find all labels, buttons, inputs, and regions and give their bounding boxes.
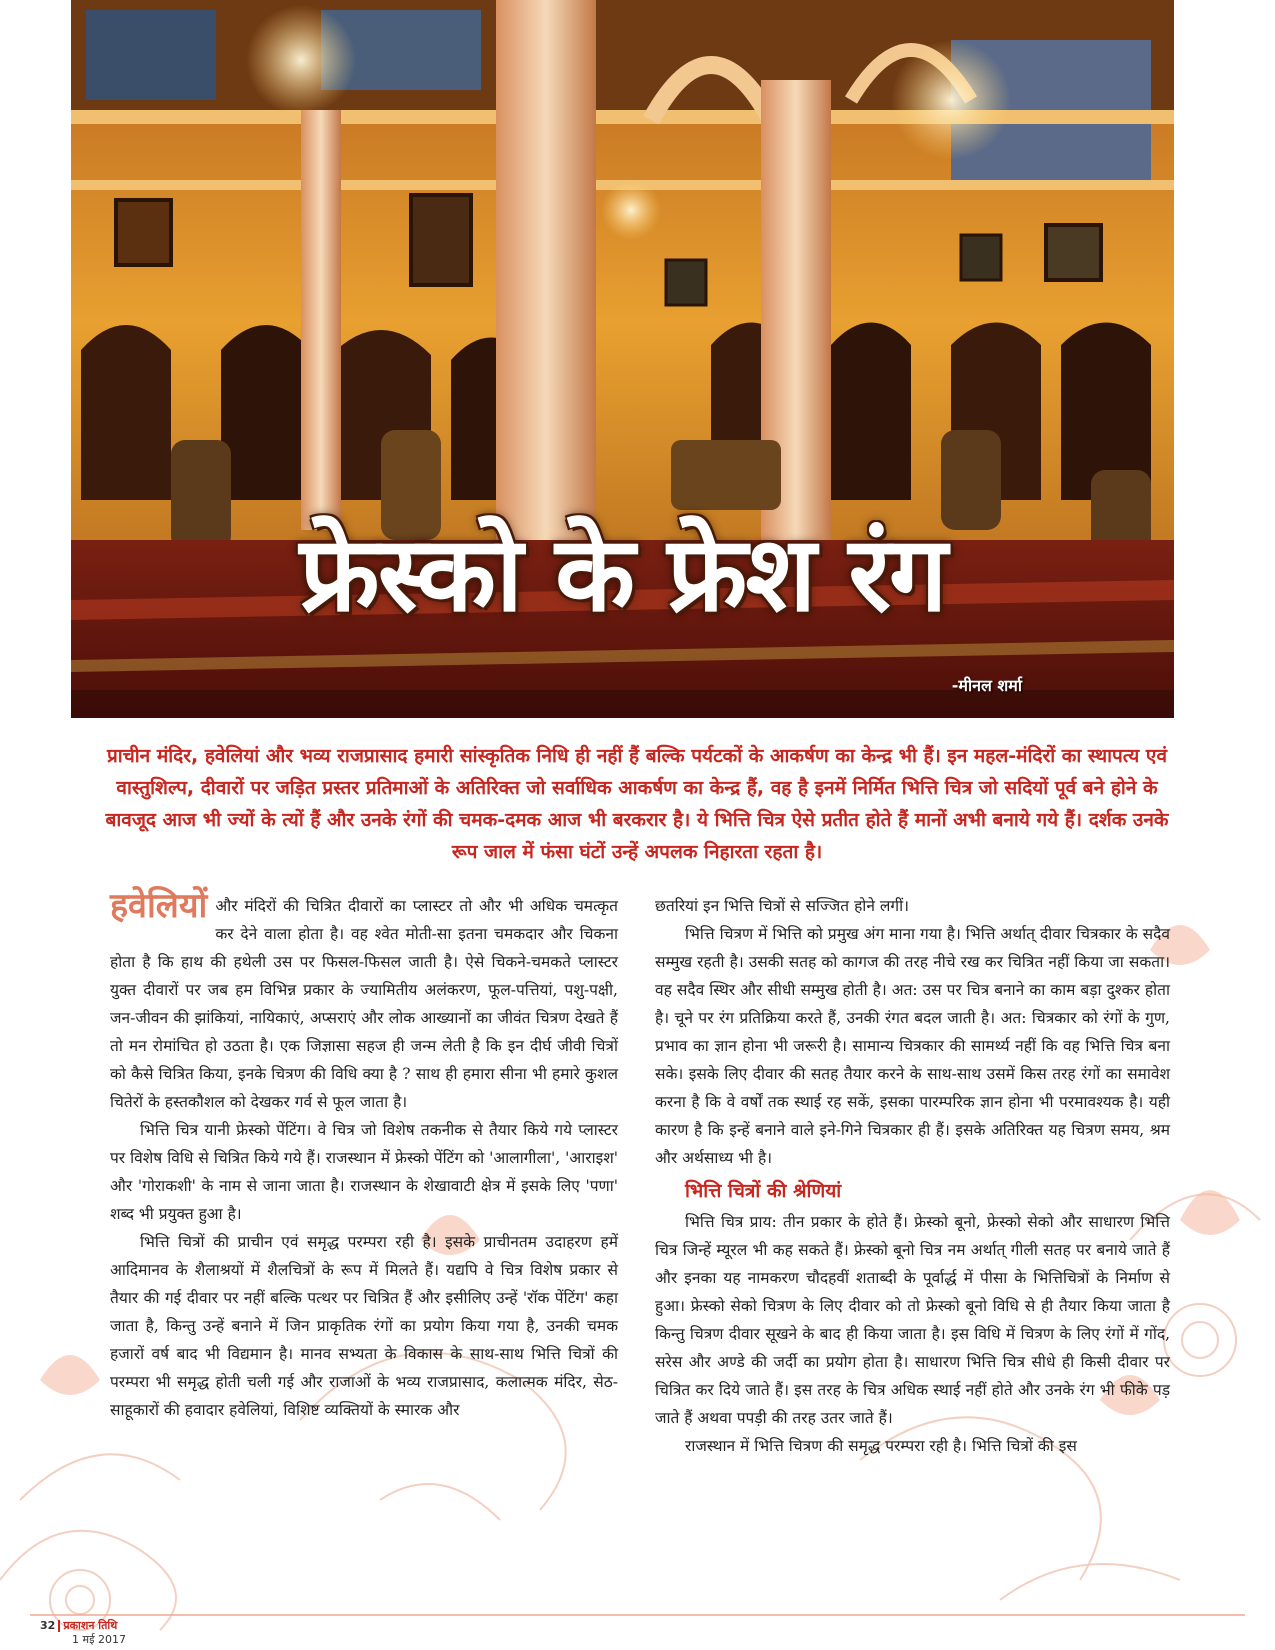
body-paragraph: छतरियां इन भित्ति चित्रों से सज्जित होने लगीं। [655,897,909,915]
author-byline: -मीनल शर्मा [951,676,1022,695]
dropcap-word: हवेलियों [110,886,208,926]
body-paragraph: भित्ति चित्रण में भित्ति को प्रमुख अंग माना गया है। भित्ति अर्थात् दीवार चित्रकार के सदैव सम्मुख रहती है। उसकी सतह को कागज की तरह नीचे रख कर चित्रित नहीं किया जा सकता। वह सदैव स्थिर और सीधी सम्मुख होती है। अत: उस पर चित्र बनाने का काम बड़ा दुश्कर होता है। चूने पर रंग प्रतिक्रिया करते हैं, उनकी रंगत बदल जाती है। अत: चित्रकार को रंगों के गुण, प्रभाव का ज्ञान होना भी जरूरी है। सामान्य चित्रकार की सामर्थ्य नहीं कि वह भित्ति चित्र बना सके। इसके लिए दीवार की सतह तैयार करने के साथ-साथ उसमें किस तरह रंगों का समावेश करना है कि वे वर्षों तक स्थाई रह सकें, इसका पारम्परिक ज्ञान होना भी परमावश्यक है। यही कारण है कि इन्हें बनाने वाले इने-गिने चित्रकार ही हैं। इसके अतिरिक्त यह चित्रण समय, श्रम और अर्थसाध्य भी है। [655,925,1170,1167]
body-paragraph: राजस्थान में भित्ति चित्रण की समृद्ध परम्परा रही है। भित्ति चित्रों की इस [685,1437,1077,1455]
body-paragraph [110,886,618,1116]
page-footer [40,1619,126,1647]
body-paragraph: भित्ति चित्रों की प्राचीन एवं समृद्ध परम्परा रही है। इसके प्राचीनतम उदाहरण हमें आदिमानव के शैलाश्रयों में शैलचित्रों के रूप में मिलते हैं। यद्यपि वे चित्र विशेष प्रकार से तैयार की गई दीवार पर नहीं बल्कि पत्थर पर चित्रित हैं और इसीलिए उन्हें 'रॉक पेंटिंग' कहा जाता है, किन्तु उन्हें बनाने में जिन प्राकृतिक रंगों का प्रयोग किया गया है, उनकी चमक हजारों वर्ष बाद भी विद्यमान है। मानव सभ्यता के विकास के साथ-साथ भित्ति चित्रों की परम्परा भी समृद्ध होती चली गई और राजाओं के भव्य राजप्रासाद, कलात्मक मंदिर, सेठ-साहूकारों की हवादार हवेलियां, विशिष्ट व्यक्तियों के स्मारक और [110,1233,618,1419]
body-column-right [655,892,1170,1460]
article-title: फ्रेस्को के फ्रेश रंग [299,513,946,635]
footer-divider [58,1620,60,1632]
page-number: 32 [40,1619,56,1632]
magazine-name: प्रकाशन तिथि [63,1619,118,1632]
body-paragraph: भित्ति चित्र यानी फ्रेस्को पेंटिंग। वे चित्र जो विशेष तकनीक से तैयार किये गये प्लास्टर पर विशेष विधि से चित्रित किये गये हैं। राजस्थान में फ्रेस्को पेंटिंग को 'आलागीला', 'आराइश' और 'गोराकशी' के नाम से जाना जाता है। राजस्थान के शेखावाटी क्षेत्र में इसके लिए 'पणा' शब्द भी प्रयुक्त हुआ है। [110,1121,618,1223]
intro-paragraph: प्राचीन मंदिर, हवेलियां और भव्य राजप्रासाद हमारी सांस्कृतिक निधि ही नहीं हैं बल्कि पर्यटकों के आकर्षण का केन्द्र भी हैं। इन महल-मंदिरों का स्थापत्य एवं वास्तुशिल्प, दीवारों पर जड़ित प्रस्तर प्रतिमाओं के अतिरिक्त जो सर्वाधिक आकर्षण का केन्द्र हैं, वह है इनमें निर्मित भित्ति चित्र जो सदियों पूर्व बने होने के बावजूद आज भी ज्यों के त्यों हैं और उनके रंगों की चमक-दमक आज भी बरकरार है। ये भित्ति चित्र ऐसे प्रतीत होते हैं मानों अभी बनाये गये हैं। दर्शक उनके रूप जाल में फंसा घंटों उन्हें अपलक निहारता रहता है। [105,745,1169,863]
hero-photo [71,0,1174,718]
section-subheading: भित्ति चित्रों की श्रेणियां [685,1180,842,1202]
body-paragraph: भित्ति चित्र प्राय: तीन प्रकार के होते हैं। फ्रेस्को बूनो, फ्रेस्को सेको और साधारण भित्ति चित्र जिन्हें म्यूरल भी कह सकते हैं। फ्रेस्को बूनो चित्र नम अर्थात् गीली सतह पर बनाये जाते हैं और इनका यह नामकरण चौदहवीं शताब्दी के पूर्वार्द्ध में पीसा के भित्तिचित्रों के निर्माण से हुआ। फ्रेस्को सेको चित्रण के लिए दीवार को तो फ्रेस्को बूनो विधि से ही तैयार किया जाता है किन्तु चित्रण दीवार सूखने के बाद ही किया जाता है। इस विधि में चित्रण के लिए रंगों में गोंद, सरेस और अण्डे की जर्दी का प्रयोग होता है। साधारण भित्ति चित्र सीधे ही किसी दीवार पर चित्रित कर दिये जाते हैं। इस तरह के चित्र अधिक स्थाई नहीं होते और उनके रंग भी फीके पड़ जाते हैं अथवा पपड़ी की तरह उतर जाते हैं। [655,1213,1170,1427]
issue-date: 1 मई 2017 [72,1633,126,1646]
paragraph-text: और मंदिरों की चित्रित दीवारों का प्लास्टर तो और भी अधिक चमत्कृत कर देने वाला होता है। वह श्वेत मोती-सा इतना चमकदार और चिकना होता है कि हाथ की हथेली उस पर फिसल-फिसल जाती है। ऐसे चिकने-चमकते प्लास्टर युक्त दीवारों पर जब हम विभिन्न प्रकार के ज्यामितीय अलंकरण, फूल-पत्तियां, पशु-पक्षी, जन-जीवन की झांकियां, नायिकाएं, अप्सराएं और लोक आख्यानों का जीवंत चित्रण देखते हैं तो मन रोमांचित हो उठता है। एक जिज्ञासा सहज ही जन्म लेती है कि इन दीर्घ जीवी चित्रों को कैसे चित्रित किया, इनके चित्रण की विधि क्या है ? साथ ही हमारा सीना भी हमारे कुशल चितेरों के हस्तकौशल को देखकर गर्व से फूल जाता है। [110,897,618,1111]
body-column-left [110,886,618,1424]
